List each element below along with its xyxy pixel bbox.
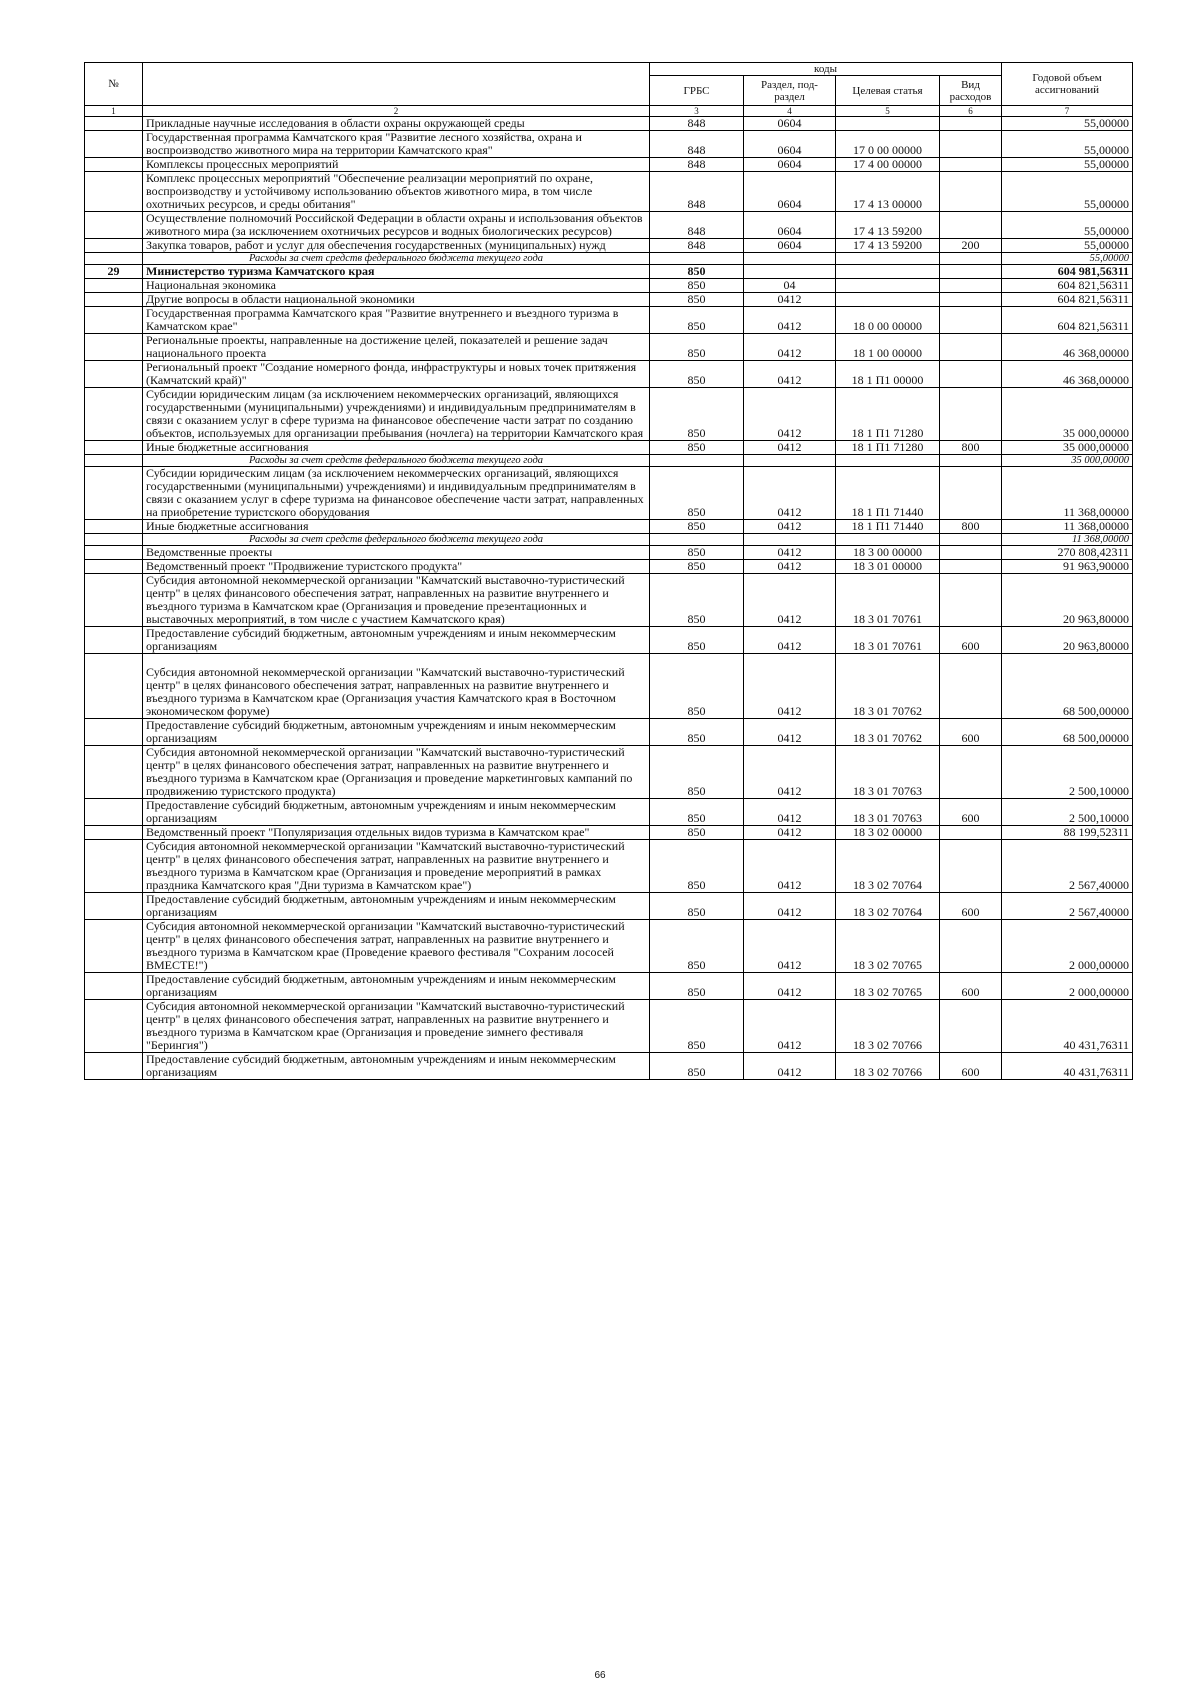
row-section — [744, 534, 836, 546]
header-name — [143, 63, 650, 106]
colnum: 7 — [1002, 106, 1133, 117]
row-target: 18 1 П1 00000 — [836, 361, 940, 388]
row-amount: 55,00000 — [1002, 253, 1133, 265]
row-type — [940, 840, 1002, 893]
row-target: 17 4 13 59200 — [836, 212, 940, 239]
row-target: 18 1 00 00000 — [836, 334, 940, 361]
row-section: 0412 — [744, 654, 836, 719]
row-grbs: 848 — [650, 117, 744, 131]
row-target: 18 3 02 70764 — [836, 893, 940, 920]
row-grbs: 850 — [650, 719, 744, 746]
row-amount: 55,00000 — [1002, 131, 1133, 158]
row-target: 18 3 00 00000 — [836, 546, 940, 560]
row-target — [836, 117, 940, 131]
row-grbs: 850 — [650, 799, 744, 826]
row-target: 18 3 01 70761 — [836, 627, 940, 654]
row-number — [85, 627, 143, 654]
row-target: 18 1 П1 71280 — [836, 441, 940, 455]
header-amount: Годовой объем ассигнований — [1002, 63, 1133, 106]
table-row — [85, 388, 1133, 441]
row-target: 17 4 00 00000 — [836, 158, 940, 172]
row-number — [85, 746, 143, 799]
row-name: Предоставление субсидий бюджетным, автономным учреждениям и иным некоммерческим организациям — [143, 893, 650, 920]
budget-table-sheet — [84, 62, 1132, 1080]
row-name: Региональный проект "Создание номерного фонда, инфраструктуры и новых точек притяжения (Камчатский край)" — [143, 361, 650, 388]
table-row — [85, 893, 1133, 920]
row-type — [940, 131, 1002, 158]
colnum: 5 — [836, 106, 940, 117]
row-target: 18 0 00 00000 — [836, 307, 940, 334]
row-type — [940, 307, 1002, 334]
row-grbs — [650, 455, 744, 467]
row-number — [85, 117, 143, 131]
row-grbs: 848 — [650, 239, 744, 253]
row-name: Субсидии юридическим лицам (за исключением некоммерческих организаций, являющихся государственными (муниципальными) учреждениями) и индивидуальным предпринимателям в связи с оказанием услуг в сфере туризма на финансовое обеспечение части затрат по созданию объектов, используемых для организации пребывания (ночлега) на территории Камчатского края — [143, 388, 650, 441]
row-amount: 604 821,56311 — [1002, 279, 1133, 293]
table-row — [85, 546, 1133, 560]
row-section — [744, 455, 836, 467]
row-name: Ведомственный проект "Популяризация отдельных видов туризма в Камчатском крае" — [143, 826, 650, 840]
row-amount: 55,00000 — [1002, 239, 1133, 253]
row-amount: 68 500,00000 — [1002, 719, 1133, 746]
row-section: 0412 — [744, 361, 836, 388]
row-section: 0604 — [744, 172, 836, 212]
table-row — [85, 361, 1133, 388]
row-type: 800 — [940, 441, 1002, 455]
row-type — [940, 172, 1002, 212]
row-name: Предоставление субсидий бюджетным, автономным учреждениям и иным некоммерческим организациям — [143, 627, 650, 654]
row-type — [940, 279, 1002, 293]
row-name: Предоставление субсидий бюджетным, автономным учреждениям и иным некоммерческим организациям — [143, 799, 650, 826]
row-type — [940, 293, 1002, 307]
table-row — [85, 826, 1133, 840]
table-body — [85, 117, 1133, 1080]
row-name: Осуществление полномочий Российской Федерации в области охраны и использования объектов животного мира (за исключением охотничьих ресурсов и водных биологических ресурсов) — [143, 212, 650, 239]
row-name: Расходы за счет средств федерального бюджета текущего года — [143, 253, 650, 265]
row-section — [744, 265, 836, 279]
row-name: Субсидия автономной некоммерческой организации "Камчатский выставочно-туристический центр" в целях финансового обеспечения затрат, направленных на развитие внутреннего и въездного туризма в Камчатском крае (Организация и проведение зимнего фестиваля "Берингия") — [143, 1000, 650, 1053]
row-name: Комплекс процессных мероприятий "Обеспечение реализации мероприятий по охране, воспроизводству и устойчивому использованию объектов животного мира, в том числе охотничьих ресурсов, и среды обитания" — [143, 172, 650, 212]
row-amount: 35 000,00000 — [1002, 455, 1133, 467]
table-row — [85, 1053, 1133, 1080]
colnum: 6 — [940, 106, 1002, 117]
row-target — [836, 253, 940, 265]
row-number — [85, 158, 143, 172]
table-row — [85, 212, 1133, 239]
row-section: 0412 — [744, 388, 836, 441]
table-row — [85, 117, 1133, 131]
table-row — [85, 467, 1133, 520]
row-target — [836, 534, 940, 546]
row-number — [85, 826, 143, 840]
row-number — [85, 334, 143, 361]
table-row — [85, 293, 1133, 307]
table-row — [85, 627, 1133, 654]
row-type — [940, 546, 1002, 560]
row-type — [940, 746, 1002, 799]
row-type — [940, 467, 1002, 520]
row-section: 0412 — [744, 973, 836, 1000]
row-grbs: 850 — [650, 293, 744, 307]
row-grbs: 850 — [650, 973, 744, 1000]
row-amount: 2 500,10000 — [1002, 746, 1133, 799]
row-target: 18 3 02 00000 — [836, 826, 940, 840]
row-section: 0412 — [744, 467, 836, 520]
row-amount: 604 821,56311 — [1002, 293, 1133, 307]
row-number — [85, 560, 143, 574]
row-amount: 20 963,80000 — [1002, 574, 1133, 627]
row-grbs: 850 — [650, 920, 744, 973]
row-amount: 604 981,56311 — [1002, 265, 1133, 279]
row-target: 18 3 01 70762 — [836, 654, 940, 719]
row-section: 0412 — [744, 920, 836, 973]
row-amount: 40 431,76311 — [1002, 1053, 1133, 1080]
row-section: 0412 — [744, 893, 836, 920]
row-type: 800 — [940, 520, 1002, 534]
table-row — [85, 441, 1133, 455]
row-type — [940, 361, 1002, 388]
row-target: 18 3 01 70763 — [836, 746, 940, 799]
row-section: 0604 — [744, 158, 836, 172]
row-number — [85, 893, 143, 920]
row-name: Государственная программа Камчатского края "Развитие лесного хозяйства, охрана и воспроизводство животного мира на территории Камчатского края" — [143, 131, 650, 158]
row-grbs: 850 — [650, 307, 744, 334]
table-row — [85, 265, 1133, 279]
row-amount: 68 500,00000 — [1002, 654, 1133, 719]
table-row — [85, 1000, 1133, 1053]
row-amount: 11 368,00000 — [1002, 520, 1133, 534]
row-section: 0412 — [744, 334, 836, 361]
row-grbs: 850 — [650, 893, 744, 920]
row-amount: 2 000,00000 — [1002, 920, 1133, 973]
row-section: 0604 — [744, 212, 836, 239]
row-target: 18 1 П1 71440 — [836, 467, 940, 520]
row-section: 0412 — [744, 1053, 836, 1080]
row-grbs: 850 — [650, 627, 744, 654]
row-number — [85, 520, 143, 534]
row-name: Комплексы процессных мероприятий — [143, 158, 650, 172]
row-grbs: 848 — [650, 212, 744, 239]
row-amount: 88 199,52311 — [1002, 826, 1133, 840]
table-row — [85, 455, 1133, 467]
table-row — [85, 239, 1133, 253]
row-number — [85, 467, 143, 520]
row-name: Закупка товаров, работ и услуг для обеспечения государственных (муниципальных) нужд — [143, 239, 650, 253]
row-type: 600 — [940, 627, 1002, 654]
row-target — [836, 293, 940, 307]
colnum: 4 — [744, 106, 836, 117]
row-type — [940, 654, 1002, 719]
row-target: 18 3 02 70766 — [836, 1053, 940, 1080]
row-number — [85, 455, 143, 467]
row-amount: 55,00000 — [1002, 158, 1133, 172]
row-section: 0412 — [744, 799, 836, 826]
row-number — [85, 307, 143, 334]
row-type — [940, 1000, 1002, 1053]
row-name: Другие вопросы в области национальной экономики — [143, 293, 650, 307]
table-row — [85, 131, 1133, 158]
row-number — [85, 253, 143, 265]
row-amount: 46 368,00000 — [1002, 334, 1133, 361]
table-row — [85, 654, 1133, 719]
row-grbs: 848 — [650, 131, 744, 158]
row-grbs: 850 — [650, 520, 744, 534]
row-name: Ведомственные проекты — [143, 546, 650, 560]
page-number: 66 — [594, 1670, 606, 1681]
row-type: 600 — [940, 973, 1002, 1000]
header-codes: коды — [650, 63, 1002, 76]
row-target: 17 4 13 59200 — [836, 239, 940, 253]
row-target: 18 3 02 70764 — [836, 840, 940, 893]
row-target: 17 0 00 00000 — [836, 131, 940, 158]
row-type — [940, 560, 1002, 574]
row-grbs — [650, 534, 744, 546]
row-number: 29 — [85, 265, 143, 279]
row-target: 18 3 02 70766 — [836, 1000, 940, 1053]
row-type — [940, 265, 1002, 279]
row-amount: 46 368,00000 — [1002, 361, 1133, 388]
table-row — [85, 253, 1133, 265]
row-number — [85, 574, 143, 627]
row-section: 0412 — [744, 520, 836, 534]
row-type — [940, 920, 1002, 973]
row-grbs: 848 — [650, 158, 744, 172]
row-grbs: 850 — [650, 388, 744, 441]
row-grbs: 850 — [650, 361, 744, 388]
row-name: Расходы за счет средств федерального бюджета текущего года — [143, 455, 650, 467]
table-row — [85, 719, 1133, 746]
row-number — [85, 212, 143, 239]
row-type: 600 — [940, 1053, 1002, 1080]
row-amount: 35 000,00000 — [1002, 441, 1133, 455]
row-section: 0412 — [744, 441, 836, 455]
row-number — [85, 840, 143, 893]
row-grbs: 850 — [650, 826, 744, 840]
row-target: 18 3 01 70761 — [836, 574, 940, 627]
row-type — [940, 826, 1002, 840]
row-target — [836, 279, 940, 293]
row-amount: 2 000,00000 — [1002, 973, 1133, 1000]
row-grbs: 850 — [650, 467, 744, 520]
table-row — [85, 520, 1133, 534]
table-row — [85, 307, 1133, 334]
row-name: Предоставление субсидий бюджетным, автономным учреждениям и иным некоммерческим организациям — [143, 719, 650, 746]
row-amount: 55,00000 — [1002, 172, 1133, 212]
row-target: 18 1 П1 71440 — [836, 520, 940, 534]
row-type — [940, 574, 1002, 627]
table-row — [85, 574, 1133, 627]
row-target: 18 3 01 70763 — [836, 799, 940, 826]
row-section: 0412 — [744, 560, 836, 574]
row-amount: 2 567,40000 — [1002, 840, 1133, 893]
table-row — [85, 746, 1133, 799]
row-number — [85, 239, 143, 253]
row-number — [85, 361, 143, 388]
row-number — [85, 654, 143, 719]
row-name: Государственная программа Камчатского края "Развитие внутреннего и въездного туризма в Камчатском крае" — [143, 307, 650, 334]
row-section: 0412 — [744, 307, 836, 334]
row-grbs: 850 — [650, 441, 744, 455]
row-grbs: 850 — [650, 840, 744, 893]
table-row — [85, 920, 1133, 973]
row-name: Субсидия автономной некоммерческой организации "Камчатский выставочно-туристический центр" в целях финансового обеспечения затрат, направленных на развитие внутреннего и въездного туризма в Камчатском крае (Проведение краевого фестиваля "Сохраним лососей ВМЕСТЕ!") — [143, 920, 650, 973]
row-grbs: 850 — [650, 574, 744, 627]
row-number — [85, 279, 143, 293]
row-grbs: 850 — [650, 279, 744, 293]
table-row — [85, 158, 1133, 172]
row-section: 0412 — [744, 826, 836, 840]
row-name: Субсидия автономной некоммерческой организации "Камчатский выставочно-туристический центр" в целях финансового обеспечения затрат, направленных на развитие внутреннего и въездного туризма в Камчатском крае (Организация и проведение мероприятий в рамках праздника Камчатского края "Дни туризма в Камчатском крае") — [143, 840, 650, 893]
row-name: Субсидия автономной некоммерческой организации "Камчатский выставочно-туристический центр" в целях финансового обеспечения затрат, направленных на развитие внутреннего и въездного туризма в Камчатском крае (Организация и проведение презентационных и выставочных мероприятий, в том числе с участием Камчатского края) — [143, 574, 650, 627]
row-number — [85, 546, 143, 560]
row-section: 0412 — [744, 293, 836, 307]
table-row — [85, 534, 1133, 546]
row-grbs: 850 — [650, 546, 744, 560]
row-target: 18 3 02 70765 — [836, 973, 940, 1000]
row-number — [85, 973, 143, 1000]
row-name: Субсидия автономной некоммерческой организации "Камчатский выставочно-туристический центр" в целях финансового обеспечения затрат, направленных на развитие внутреннего и въездного туризма в Камчатском крае (Организация участия Камчатского края в Восточном экономическом форуме) — [143, 654, 650, 719]
colnum: 3 — [650, 106, 744, 117]
row-name: Иные бюджетные ассигнования — [143, 441, 650, 455]
row-grbs: 850 — [650, 654, 744, 719]
header-grbs: ГРБС — [650, 76, 744, 106]
row-amount: 91 963,90000 — [1002, 560, 1133, 574]
table-row — [85, 334, 1133, 361]
row-number — [85, 799, 143, 826]
row-grbs: 850 — [650, 560, 744, 574]
row-number — [85, 920, 143, 973]
row-amount: 2 500,10000 — [1002, 799, 1133, 826]
row-grbs: 848 — [650, 172, 744, 212]
row-name: Предоставление субсидий бюджетным, автономным учреждениям и иным некоммерческим организациям — [143, 1053, 650, 1080]
row-name: Ведомственный проект "Продвижение туристского продукта" — [143, 560, 650, 574]
row-section: 0412 — [744, 546, 836, 560]
row-grbs: 850 — [650, 1000, 744, 1053]
row-type — [940, 388, 1002, 441]
row-type — [940, 158, 1002, 172]
row-section: 0412 — [744, 719, 836, 746]
row-amount: 604 821,56311 — [1002, 307, 1133, 334]
row-number — [85, 172, 143, 212]
row-section: 0604 — [744, 131, 836, 158]
row-grbs: 850 — [650, 746, 744, 799]
row-name: Предоставление субсидий бюджетным, автономным учреждениям и иным некоммерческим организациям — [143, 973, 650, 1000]
table-row — [85, 973, 1133, 1000]
header-type: Вид расходов — [940, 76, 1002, 106]
row-name: Иные бюджетные ассигнования — [143, 520, 650, 534]
row-grbs: 850 — [650, 265, 744, 279]
table-row — [85, 560, 1133, 574]
row-amount: 55,00000 — [1002, 212, 1133, 239]
row-name: Прикладные научные исследования в области охраны окружающей среды — [143, 117, 650, 131]
row-number — [85, 719, 143, 746]
row-amount: 55,00000 — [1002, 117, 1133, 131]
header-no: № — [85, 63, 143, 106]
row-target: 18 3 01 00000 — [836, 560, 940, 574]
row-number — [85, 388, 143, 441]
row-section — [744, 253, 836, 265]
table-row — [85, 279, 1133, 293]
row-amount: 35 000,00000 — [1002, 388, 1133, 441]
budget-table — [84, 62, 1133, 1080]
row-type: 600 — [940, 799, 1002, 826]
row-section: 0412 — [744, 840, 836, 893]
row-grbs — [650, 253, 744, 265]
colnum: 2 — [143, 106, 650, 117]
row-number — [85, 293, 143, 307]
row-type — [940, 212, 1002, 239]
row-amount: 11 368,00000 — [1002, 534, 1133, 546]
row-target: 18 3 02 70765 — [836, 920, 940, 973]
row-name: Министерство туризма Камчатского края — [143, 265, 650, 279]
row-grbs: 850 — [650, 1053, 744, 1080]
row-number — [85, 1000, 143, 1053]
header-section: Раздел, под-раздел — [744, 76, 836, 106]
colnum: 1 — [85, 106, 143, 117]
row-type — [940, 455, 1002, 467]
row-amount: 11 368,00000 — [1002, 467, 1133, 520]
row-number — [85, 131, 143, 158]
row-target: 18 1 П1 71280 — [836, 388, 940, 441]
row-section: 0412 — [744, 746, 836, 799]
row-section: 0604 — [744, 239, 836, 253]
row-type: 600 — [940, 893, 1002, 920]
row-number — [85, 441, 143, 455]
row-number — [85, 534, 143, 546]
row-section: 04 — [744, 279, 836, 293]
row-amount: 2 567,40000 — [1002, 893, 1133, 920]
row-target: 17 4 13 00000 — [836, 172, 940, 212]
row-amount: 270 808,42311 — [1002, 546, 1133, 560]
row-name: Расходы за счет средств федерального бюджета текущего года — [143, 534, 650, 546]
row-type — [940, 253, 1002, 265]
row-name: Субсидии юридическим лицам (за исключением некоммерческих организаций, являющихся государственными (муниципальными) учреждениями) и индивидуальным предпринимателям в связи с оказанием услуг в сфере туризма на финансовое обеспечение части затрат, направленных на приобретение туристского оборудования — [143, 467, 650, 520]
row-section: 0412 — [744, 1000, 836, 1053]
table-row — [85, 840, 1133, 893]
row-number — [85, 1053, 143, 1080]
row-target — [836, 455, 940, 467]
row-section: 0604 — [744, 117, 836, 131]
header-target: Целевая статья — [836, 76, 940, 106]
row-amount: 40 431,76311 — [1002, 1000, 1133, 1053]
table-row — [85, 172, 1133, 212]
row-section: 0412 — [744, 627, 836, 654]
row-type — [940, 334, 1002, 361]
row-name: Субсидия автономной некоммерческой организации "Камчатский выставочно-туристический центр" в целях финансового обеспечения затрат, направленных на развитие внутреннего и въездного туризма в Камчатском крае (Организация и проведение маркетинговых кампаний по продвижению туристского продукта) — [143, 746, 650, 799]
row-grbs: 850 — [650, 334, 744, 361]
row-type: 600 — [940, 719, 1002, 746]
row-target — [836, 265, 940, 279]
row-name: Региональные проекты, направленные на достижение целей, показателей и решение задач национального проекта — [143, 334, 650, 361]
row-type — [940, 534, 1002, 546]
row-type: 200 — [940, 239, 1002, 253]
row-type — [940, 117, 1002, 131]
row-amount: 20 963,80000 — [1002, 627, 1133, 654]
row-name: Национальная экономика — [143, 279, 650, 293]
row-section: 0412 — [744, 574, 836, 627]
table-row — [85, 799, 1133, 826]
row-target: 18 3 01 70762 — [836, 719, 940, 746]
